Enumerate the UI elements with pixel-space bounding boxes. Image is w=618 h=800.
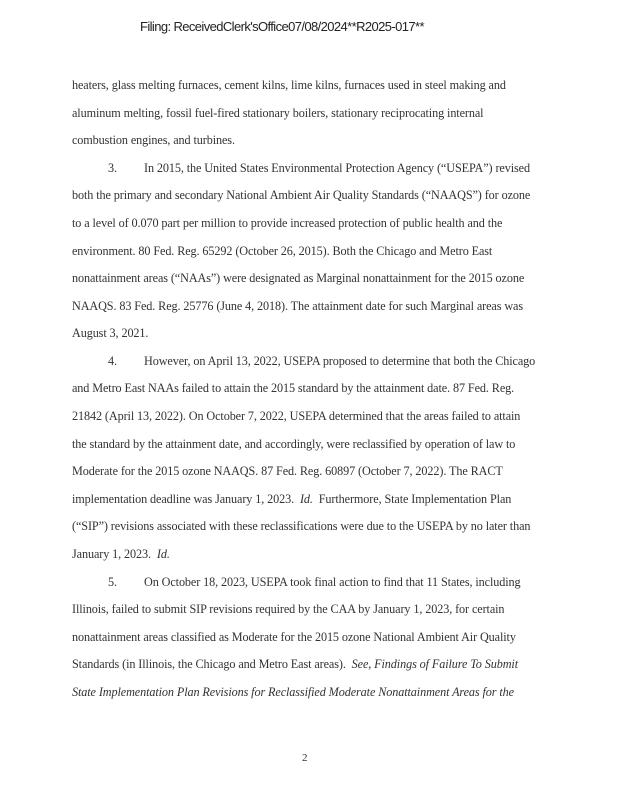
id-citation: Id. [156,547,170,561]
body-text: On October 18, 2023, USEPA took final action to find that 11 States, including [144,575,521,589]
body-text: implementation deadline was January 1, 2023. [72,492,295,506]
body-line: nonattainment areas classified as Moderate for the 2015 ozone National Ambient Air Quality [72,630,516,644]
see-citation: See, Findings of Failure To Submit [351,657,518,671]
body-line: aluminum melting, fossil fuel-fired stationary boilers, stationary reciprocating internal [72,106,484,120]
paragraph-number: 4. [108,354,117,368]
body-line: environment. 80 Fed. Reg. 65292 (October 26, 2015). Both the Chicago and Metro East [72,244,493,258]
body-line-standards [72,657,518,672]
body-line: heaters, glass melting furnaces, cement kilns, lime kilns, furnaces used in steel making and [72,78,506,92]
body-line: combustion engines, and turbines. [72,133,235,147]
body-line: to a level of 0.070 part per million to provide increased protection of public health and the [72,216,503,230]
body-text: Standards (in Illinois, the Chicago and Metro East areas). [72,657,346,671]
body-line: nonattainment areas (“NAAs”) were designated as Marginal nonattainment for the 2015 ozone [72,271,525,285]
body-text: Furthermore, State Implementation Plan [318,492,512,506]
body-text: January 1, 2023. [72,547,151,561]
body-line-last [72,547,170,562]
body-text: However, on April 13, 2022, USEPA proposed to determine that both the Chicago [144,354,536,368]
body-line: and Metro East NAAs failed to attain the 2015 standard by the attainment date. 87 Fed. Reg. [72,381,515,395]
body-line: (“SIP”) revisions associated with these reclassifications were due to the USEPA by no later than [72,519,531,533]
body-line: the standard by the attainment date, and accordingly, were reclassified by operation of law to [72,437,516,451]
body-line: Moderate for the 2015 ozone NAAQS. 87 Fed. Reg. 60897 (October 7, 2022). The RACT [72,464,503,478]
paragraph-3-first-line [108,161,530,176]
body-line: August 3, 2021. [72,326,149,340]
paragraph-5-first-line [108,575,521,590]
page-number: 2 [302,752,308,764]
body-text: In 2015, the United States Environmental Protection Agency (“USEPA”) revised [144,161,530,175]
body-line-italic [72,685,514,700]
paragraph-4-first-line [108,354,535,369]
body-line: Illinois, failed to submit SIP revisions required by the CAA by January 1, 2023, for certain [72,602,505,616]
body-line: NAAQS. 83 Fed. Reg. 25776 (June 4, 2018). The attainment date for such Marginal areas was [72,299,523,313]
id-citation: Id. [299,492,313,506]
filing-stamp: Filing: ReceivedClerk'sOffice07/08/2024**R2025-017** [140,19,424,34]
body-line: both the primary and secondary National Ambient Air Quality Standards (“NAAQS”) for ozone [72,188,531,202]
body-line-ract [72,492,511,507]
paragraph-number: 5. [108,575,117,589]
citation-title: State Implementation Plan Revisions for Reclassified Moderate Nonattainment Areas for the [72,685,514,699]
body-line: 21842 (April 13, 2022). On October 7, 2022, USEPA determined that the areas failed to attain [72,409,521,423]
paragraph-number: 3. [108,161,117,175]
